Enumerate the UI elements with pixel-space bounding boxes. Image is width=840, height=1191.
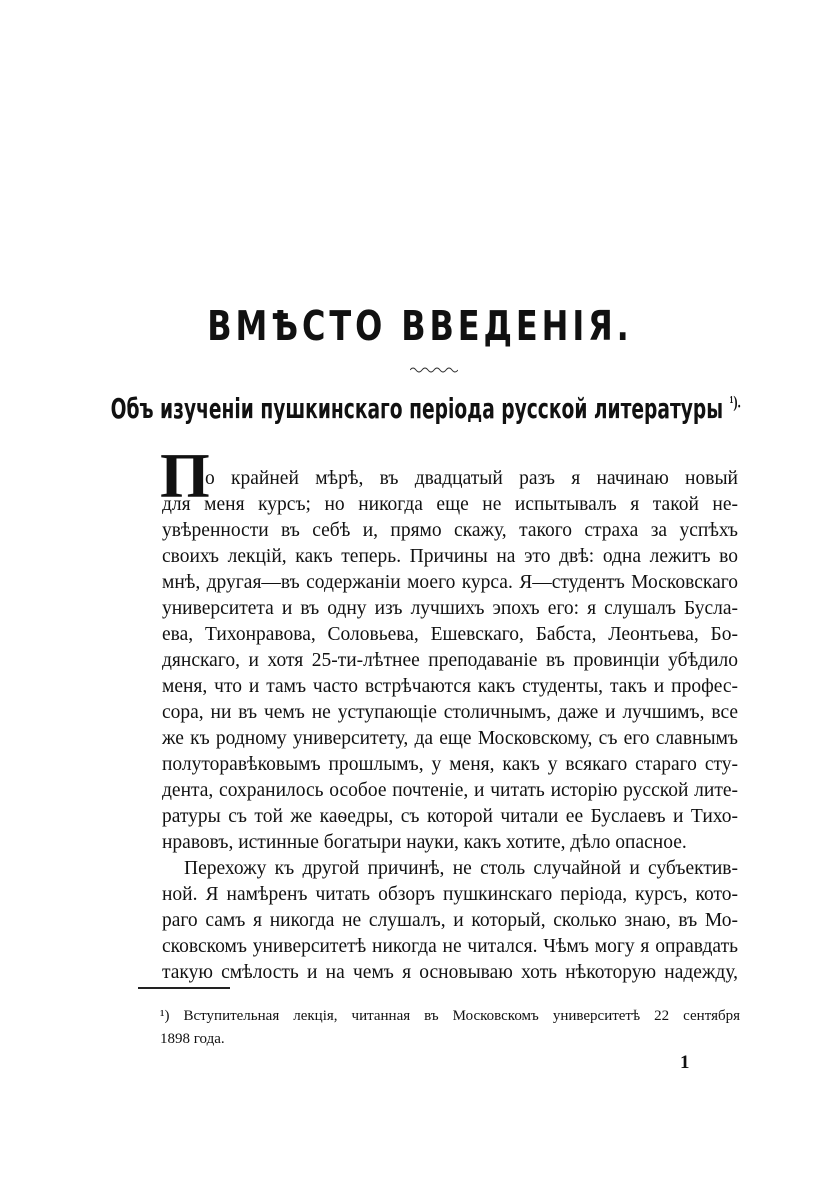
- drop-cap: П: [160, 440, 210, 511]
- text-line: Перехожу къ другой причинѣ, не столь случайной и субъектив-: [184, 858, 738, 879]
- chapter-title: ВМѢСТО ВВЕДЕНІЯ.: [207, 302, 633, 350]
- text-line: полуторавѣковымъ прошлымъ, у меня, какъ у всякаго стараго сту-: [162, 754, 738, 775]
- text-line: меня, что и тамъ часто встрѣчаются какъ студенты, такъ и профес-: [162, 676, 738, 697]
- text-line: сора, ни въ чемъ не уступающіе столичнымъ, даже и лучшимъ, все: [162, 702, 738, 723]
- subtitle-text: Объ изученіи пушкинскаго періода русской литературы: [110, 392, 724, 425]
- text-line: о крайней мѣрѣ, въ двадцатый разъ я начинаю новый: [205, 468, 738, 489]
- text-line: сковскомъ университетѣ никогда не читался. Чѣмъ могу я оправдать: [162, 936, 738, 957]
- text-line: своихъ лекцій, какъ теперь. Причины на это двѣ: одна лежитъ во: [162, 546, 738, 567]
- text-line: же къ родному университету, да еще Московскому, съ его славнымъ: [162, 728, 738, 749]
- text-line: ратуры съ той же каѳедры, съ которой читали ее Буслаевъ и Тихо-: [162, 806, 738, 827]
- text-line: мнѣ, другая—въ содержаніи моего курса. Я—студентъ Московскаго: [162, 572, 738, 593]
- text-line: такую смѣлость и на чемъ я основываю хоть нѣкоторую надежду,: [162, 962, 738, 983]
- chapter-subtitle: [0, 392, 840, 425]
- text-line: ной. Я намѣренъ читать обзоръ пушкинскаго періода, курсъ, кото-: [162, 884, 738, 905]
- paragraph-2: [162, 856, 738, 986]
- text-line: нравовъ, истинные богатыри науки, какъ хотите, дѣло опасное.: [162, 832, 687, 853]
- main-text: [160, 440, 738, 986]
- title-ornament-divider: [410, 364, 458, 374]
- page-number: 1: [680, 1052, 690, 1073]
- text-line: ева, Тихонравова, Соловьева, Ешевскаго, Бабста, Леонтьева, Бо-: [162, 624, 738, 645]
- text-line: увѣренности въ себѣ и, прямо скажу, такого страха за успѣхъ: [162, 520, 738, 541]
- footnote-line-1: ¹) Вступительная лекція, читанная въ Московскомъ университетѣ 22 сентября: [160, 1008, 740, 1024]
- text-line: дента, сохранилось особое почтеніе, и читать исторію русской лите-: [162, 780, 738, 801]
- footnote: [160, 1005, 740, 1051]
- footnote-line-2: 1898 года.: [160, 1031, 225, 1047]
- text-line: для меня курсъ; но никогда еще не испытывалъ я такой не-: [162, 494, 738, 515]
- text-line: раго самъ я никогда не слушалъ, и который, сколько знаю, въ Мо-: [162, 910, 738, 931]
- paragraph-1: [160, 440, 738, 856]
- text-line: дянскаго, и хотя 25-ти-лѣтнее преподаваніе въ провинціи убѣдило: [162, 650, 738, 671]
- footnote-separator: [138, 987, 230, 989]
- text-line: университета и въ одну изъ лучшихъ эпохъ его: я слушалъ Бусла-: [162, 598, 738, 619]
- footnote-reference: ¹).: [729, 392, 741, 412]
